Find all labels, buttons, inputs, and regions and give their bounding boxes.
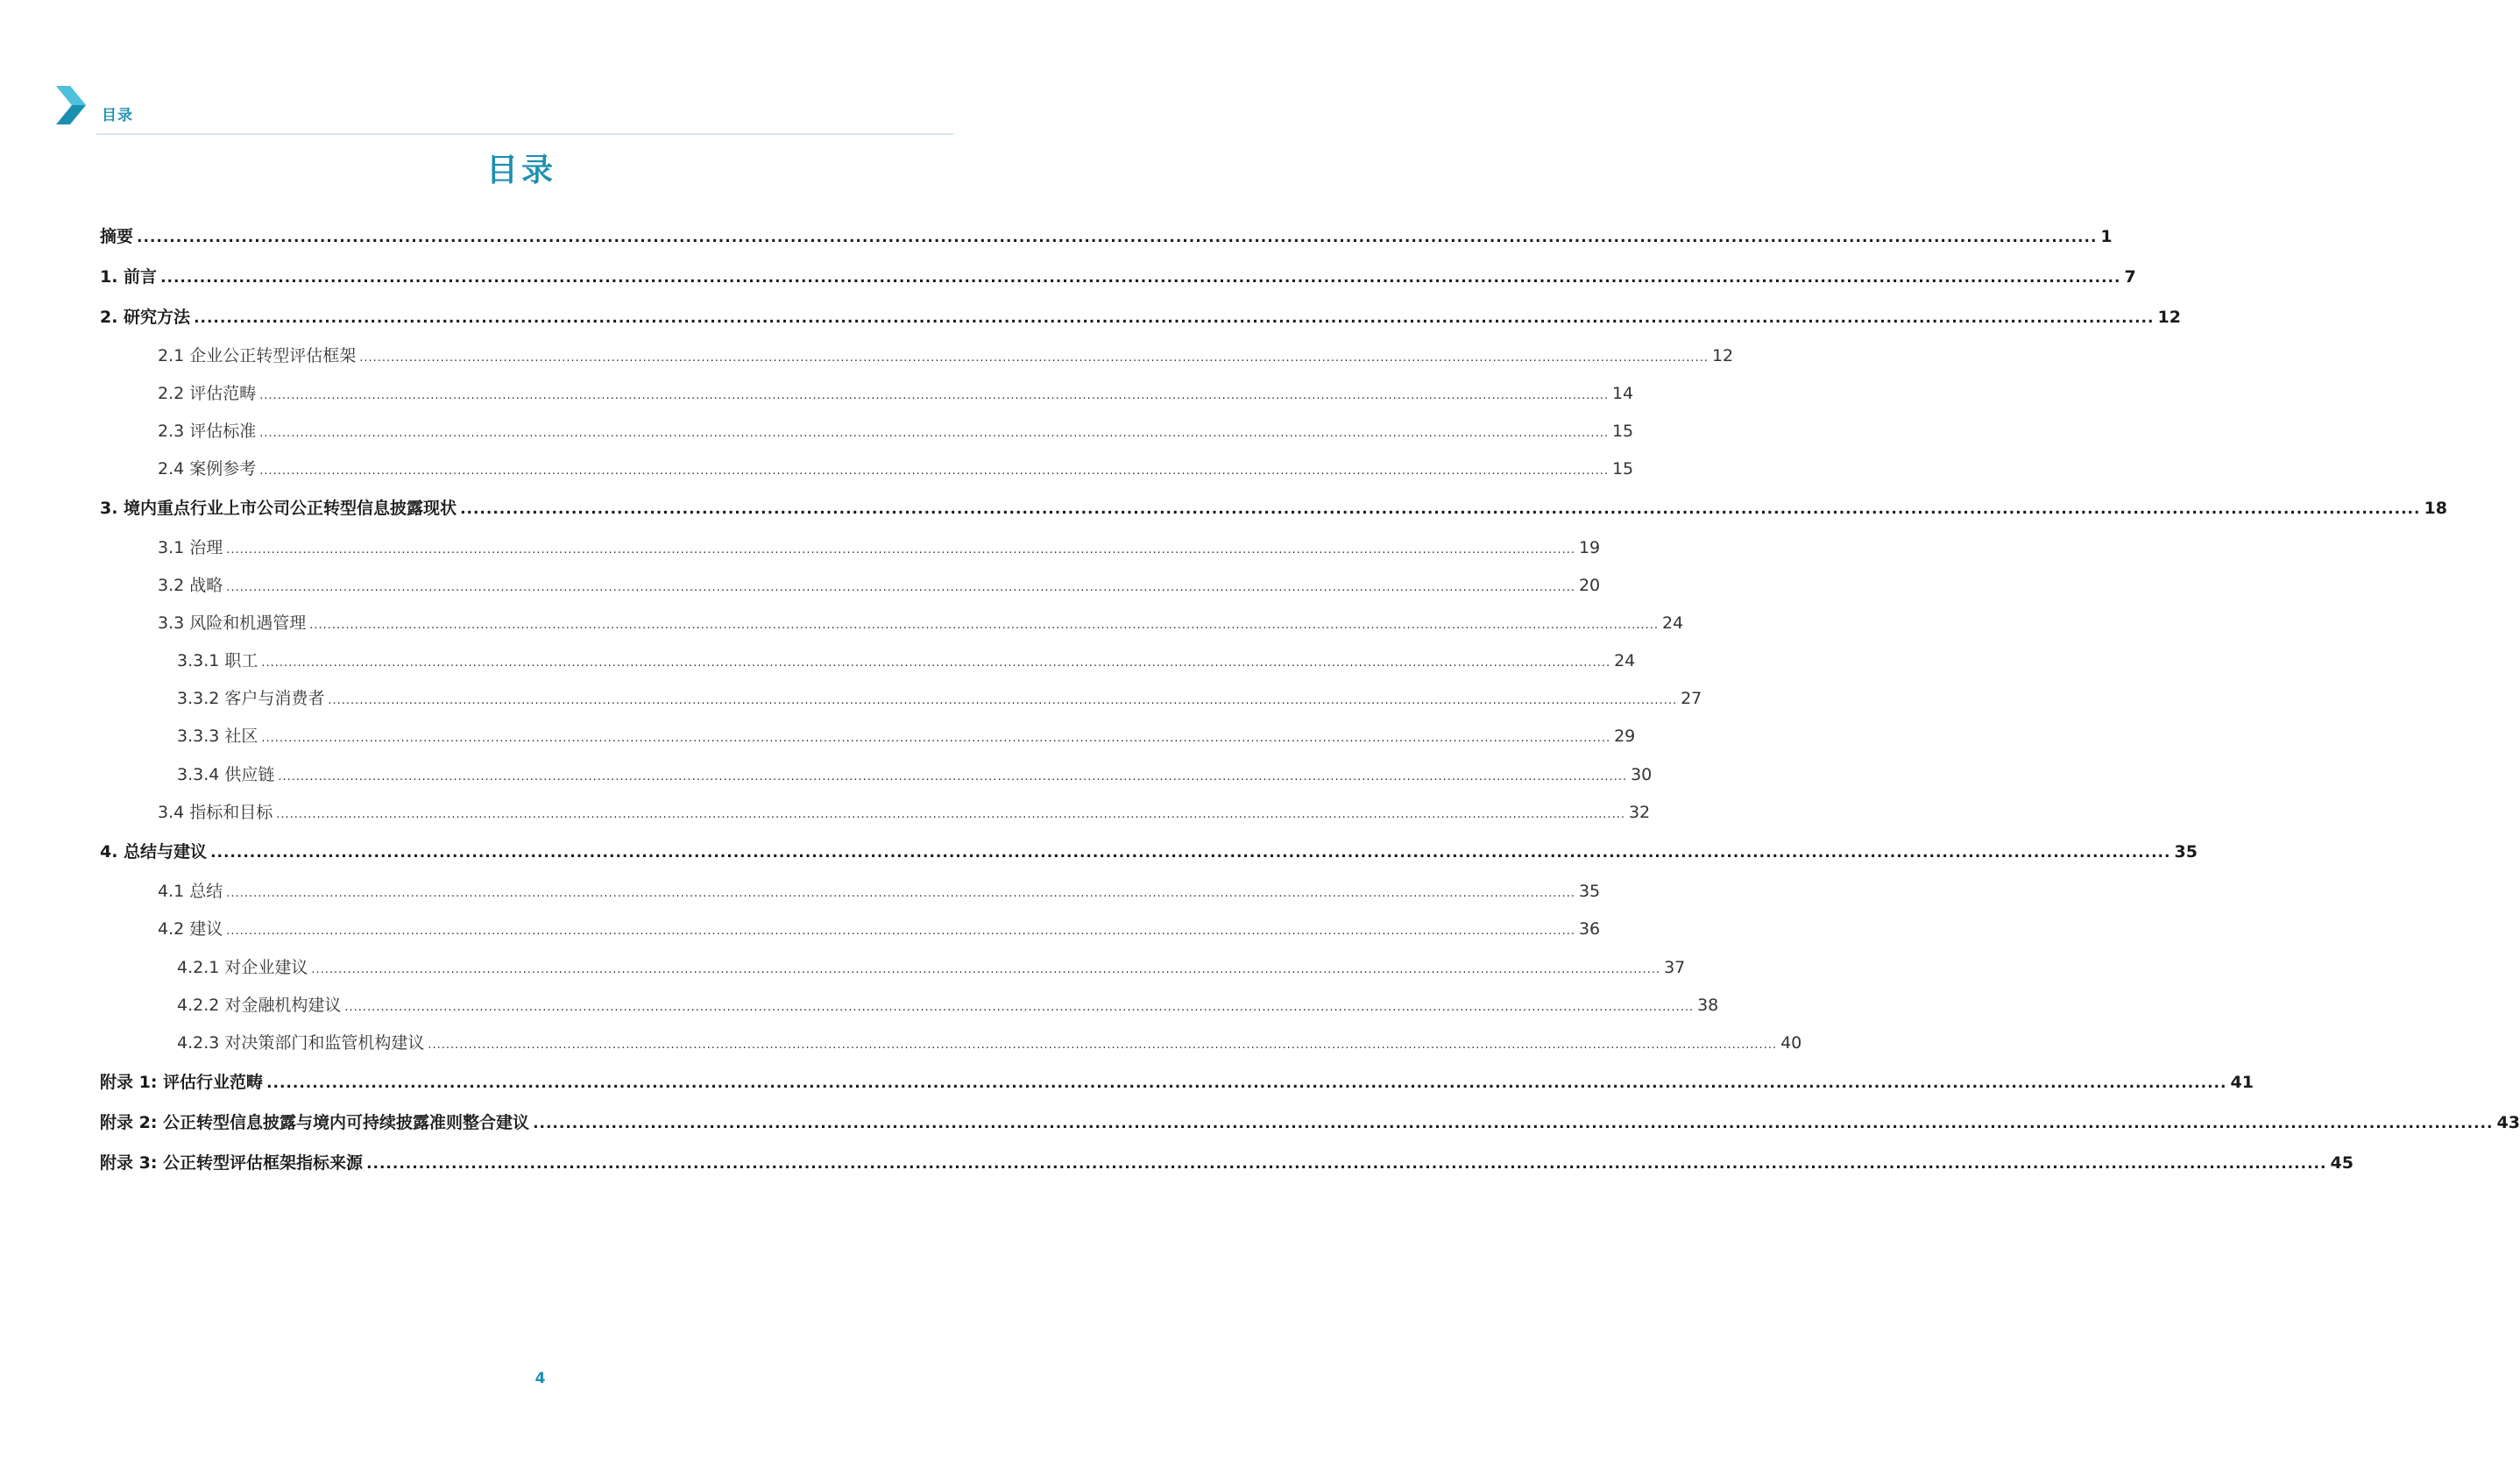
toc-entry-title: 摘要 — [100, 227, 134, 246]
dot-leader: ............................................................................................................................................................................................................................................................................................................ — [366, 1155, 2327, 1173]
toc-entry-page: 36 — [1578, 919, 1601, 939]
toc-entry-title: 2.1 企业公正转型评估框架 — [158, 346, 357, 365]
page-title: 目录 — [485, 152, 556, 188]
toc-entry-title: 附录 2: 公正转型信息披露与境内可持续披露准则整合建议 — [100, 1113, 530, 1132]
header-divider — [96, 133, 953, 135]
dot-leader: ............................................................................................................................................................................................................................................................................................................ — [259, 389, 1609, 402]
toc-entry[interactable] — [100, 648, 1636, 674]
toc-entry-page: 29 — [1614, 727, 1636, 746]
toc-entry-title: 4.2 建议 — [158, 919, 223, 939]
toc-entry-title: 4. 总结与建议 — [100, 842, 208, 862]
toc-entry[interactable] — [100, 223, 2113, 250]
dot-leader: ............................................................................................................................................................................................................................................................................................................ — [328, 694, 1678, 707]
toc-entry[interactable] — [100, 456, 1634, 482]
toc-entry-title: 3.3.2 客户与消费者 — [177, 689, 325, 708]
toc-entry-title: 3.3.1 职工 — [177, 651, 258, 670]
section-label: 目录 — [102, 107, 133, 124]
dot-leader: ............................................................................................................................................................................................................................................................................................................ — [261, 656, 1611, 670]
toc-entry-page: 18 — [2424, 499, 2447, 518]
toc-entry-page: 35 — [1578, 882, 1601, 901]
toc-entry-page: 41 — [2230, 1073, 2254, 1092]
toc-entry-page: 14 — [1611, 384, 1634, 403]
toc-entry[interactable] — [100, 1110, 2520, 1136]
dot-leader: ............................................................................................................................................................................................................................................................................................................ — [226, 581, 1575, 594]
toc-entry[interactable] — [100, 762, 1653, 788]
toc-entry-title: 4.1 总结 — [158, 882, 223, 901]
dot-leader: ............................................................................................................................................................................................................................................................................................................ — [160, 269, 2121, 287]
toc-entry-page: 15 — [1611, 459, 1634, 479]
toc-entry-page: 27 — [1681, 689, 1702, 708]
dot-leader: ............................................................................................................................................................................................................................................................................................................ — [276, 808, 1625, 821]
toc-entry-page: 30 — [1631, 765, 1653, 784]
toc-entry[interactable] — [100, 304, 2181, 330]
toc-entry-title: 2.2 评估范畴 — [158, 384, 257, 403]
toc-entry-page: 15 — [1611, 422, 1634, 441]
toc-entry-title: 4.2.2 对金融机构建议 — [177, 996, 342, 1015]
toc-entry[interactable] — [100, 1069, 2254, 1096]
toc-entry[interactable] — [100, 916, 1601, 942]
toc-entry[interactable] — [100, 610, 1684, 636]
toc-entry-page: 20 — [1578, 576, 1601, 595]
dot-leader: ............................................................................................................................................................................................................................................................................................................ — [344, 1001, 1695, 1014]
dot-leader: ............................................................................................................................................................................................................................................................................................................ — [226, 887, 1575, 900]
toc-entry-page: 19 — [1578, 538, 1601, 557]
toc-entry-page: 38 — [1697, 996, 1719, 1015]
dot-leader: ............................................................................................................................................................................................................................................................................................................ — [261, 732, 1611, 745]
toc-entry-title: 4.2.1 对企业建议 — [177, 958, 308, 977]
toc-entry-title: 2.3 评估标准 — [158, 422, 257, 441]
toc-entry-page: 24 — [1614, 651, 1636, 670]
toc-entry-title: 3. 境内重点行业上市公司公正转型信息披露现状 — [100, 499, 457, 518]
toc-entry-page: 12 — [2157, 308, 2181, 327]
toc-entry[interactable] — [100, 572, 1601, 599]
toc-entry-title: 3.3.3 社区 — [177, 727, 258, 746]
toc-entry-page: 32 — [1628, 803, 1651, 822]
toc-entry-page: 40 — [1780, 1033, 1802, 1053]
dot-leader: ............................................................................................................................................................................................................................................................................................................ — [311, 963, 1661, 976]
toc-entry-title: 4.2.3 对决策部门和监管机构建议 — [177, 1033, 425, 1053]
toc-entry-title: 3.3 风险和机遇管理 — [158, 613, 307, 633]
dot-leader: ............................................................................................................................................................................................................................................................................................................ — [359, 351, 1709, 365]
dot-leader: ............................................................................................................................................................................................................................................................................................................ — [533, 1115, 2494, 1132]
toc-entry-page: 1 — [2100, 227, 2113, 246]
toc-entry[interactable] — [100, 954, 1686, 981]
toc-entry[interactable] — [100, 992, 1719, 1018]
toc-entry-page: 43 — [2496, 1113, 2520, 1132]
toc-entry-page: 7 — [2124, 267, 2136, 287]
dot-leader: ............................................................................................................................................................................................................................................................................................................ — [137, 229, 2098, 246]
toc-entry[interactable] — [100, 495, 2447, 521]
chevron-right-icon — [56, 86, 88, 124]
toc-entry[interactable] — [100, 1030, 1802, 1056]
dot-leader: ............................................................................................................................................................................................................................................................................................................ — [259, 427, 1609, 440]
dot-leader: ............................................................................................................................................................................................................................................................................................................ — [259, 464, 1609, 478]
dot-leader: ............................................................................................................................................................................................................................................................................................................ — [194, 309, 2155, 327]
toc-entry[interactable] — [100, 418, 1634, 444]
toc-entry[interactable] — [100, 343, 1734, 369]
dot-leader: ............................................................................................................................................................................................................................................................................................................ — [226, 925, 1575, 938]
toc-entry[interactable] — [100, 264, 2136, 290]
toc-entry[interactable] — [100, 878, 1601, 904]
dot-leader: ............................................................................................................................................................................................................................................................................................................ — [210, 844, 2171, 862]
toc-entry[interactable] — [100, 839, 2198, 865]
toc-entry-title: 3.1 治理 — [158, 538, 223, 557]
toc-entry[interactable] — [100, 799, 1651, 826]
dot-leader: ............................................................................................................................................................................................................................................................................................................ — [226, 543, 1575, 557]
toc-entry-page: 45 — [2330, 1153, 2354, 1173]
toc-entry[interactable] — [100, 535, 1601, 561]
dot-leader: ............................................................................................................................................................................................................................................................................................................ — [266, 1074, 2227, 1092]
toc-entry-title: 附录 1: 评估行业范畴 — [100, 1073, 264, 1092]
toc-entry-page: 12 — [1711, 346, 1734, 365]
toc-entry[interactable] — [100, 380, 1634, 407]
toc-entry-title: 附录 3: 公正转型评估框架指标来源 — [100, 1153, 364, 1173]
toc-entry-title: 3.2 战略 — [158, 576, 223, 595]
toc-entry-page: 37 — [1664, 958, 1686, 977]
toc-entry[interactable] — [100, 723, 1636, 749]
dot-leader: ............................................................................................................................................................................................................................................................................................................ — [278, 770, 1628, 784]
toc-entry-title: 1. 前言 — [100, 267, 158, 287]
page-header — [0, 0, 1043, 140]
toc-entry-page: 35 — [2174, 842, 2198, 862]
toc-entry-title: 2.4 案例参考 — [158, 459, 257, 479]
toc-entry-title: 3.3.4 供应链 — [177, 765, 275, 784]
dot-leader: ............................................................................................................................................................................................................................................................................................................ — [428, 1039, 1778, 1052]
toc-entry[interactable] — [100, 685, 1702, 712]
toc-entry-page: 24 — [1661, 613, 1684, 633]
toc-entry-title: 2. 研究方法 — [100, 308, 191, 327]
dot-leader: ............................................................................................................................................................................................................................................................................................................ — [460, 500, 2421, 518]
page-number: 4 — [534, 1370, 546, 1387]
dot-leader: ............................................................................................................................................................................................................................................................................................................ — [309, 619, 1659, 632]
toc-entry-title: 3.4 指标和目标 — [158, 803, 273, 822]
toc-entry[interactable] — [100, 1150, 2354, 1176]
